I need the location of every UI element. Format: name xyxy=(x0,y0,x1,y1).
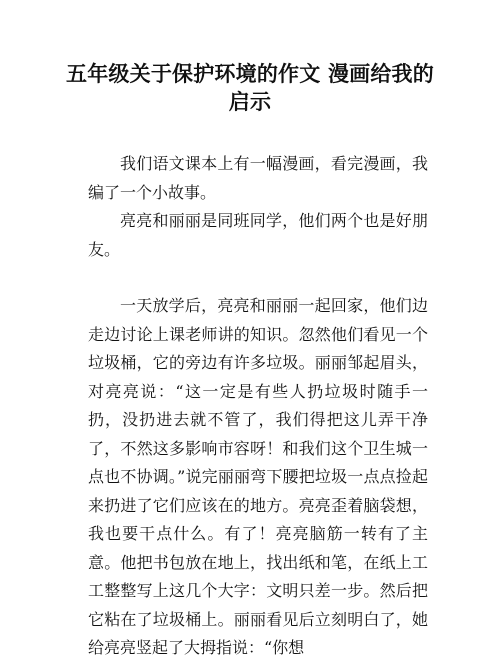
paragraph-3: 一天放学后，亮亮和丽丽一起回家，他们边走边讨论上课老师讲的知识。忽然他们看见一个垃圾桶，它的旁边有许多垃圾。丽丽邹起眉头，对亮亮说：“这一定是有些人扔垃圾时随手一扔，没扔进去就不管了，我们得把这儿弄干净了，不然这多影响市容呀！和我们这个卫生城一点也不协调。”说完丽丽弯下腰把垃圾一点点捡起来扔进了它们应该在的地方。亮亮歪着脑袋想，我也要干点什么。有了！亮亮脑筋一转有了主意。他把书包放在地上，找出纸和笔，在纸上工工整整写上这几个大字：文明只差一步。然后把它粘在了垃圾桶上。丽丽看见后立刻明白了，她给亮亮竖起了大拇指说：“你想 xyxy=(88,296,428,657)
paragraph-2: 亮亮和丽丽是同班同学，他们两个也是好朋友。 xyxy=(88,211,428,259)
paragraph-1: 我们语文课本上有一幅漫画，看完漫画，我编了一个小故事。 xyxy=(88,154,428,202)
document-title: 五年级关于保护环境的作文 漫画给我的启示 xyxy=(66,62,434,114)
document-body xyxy=(88,150,428,663)
